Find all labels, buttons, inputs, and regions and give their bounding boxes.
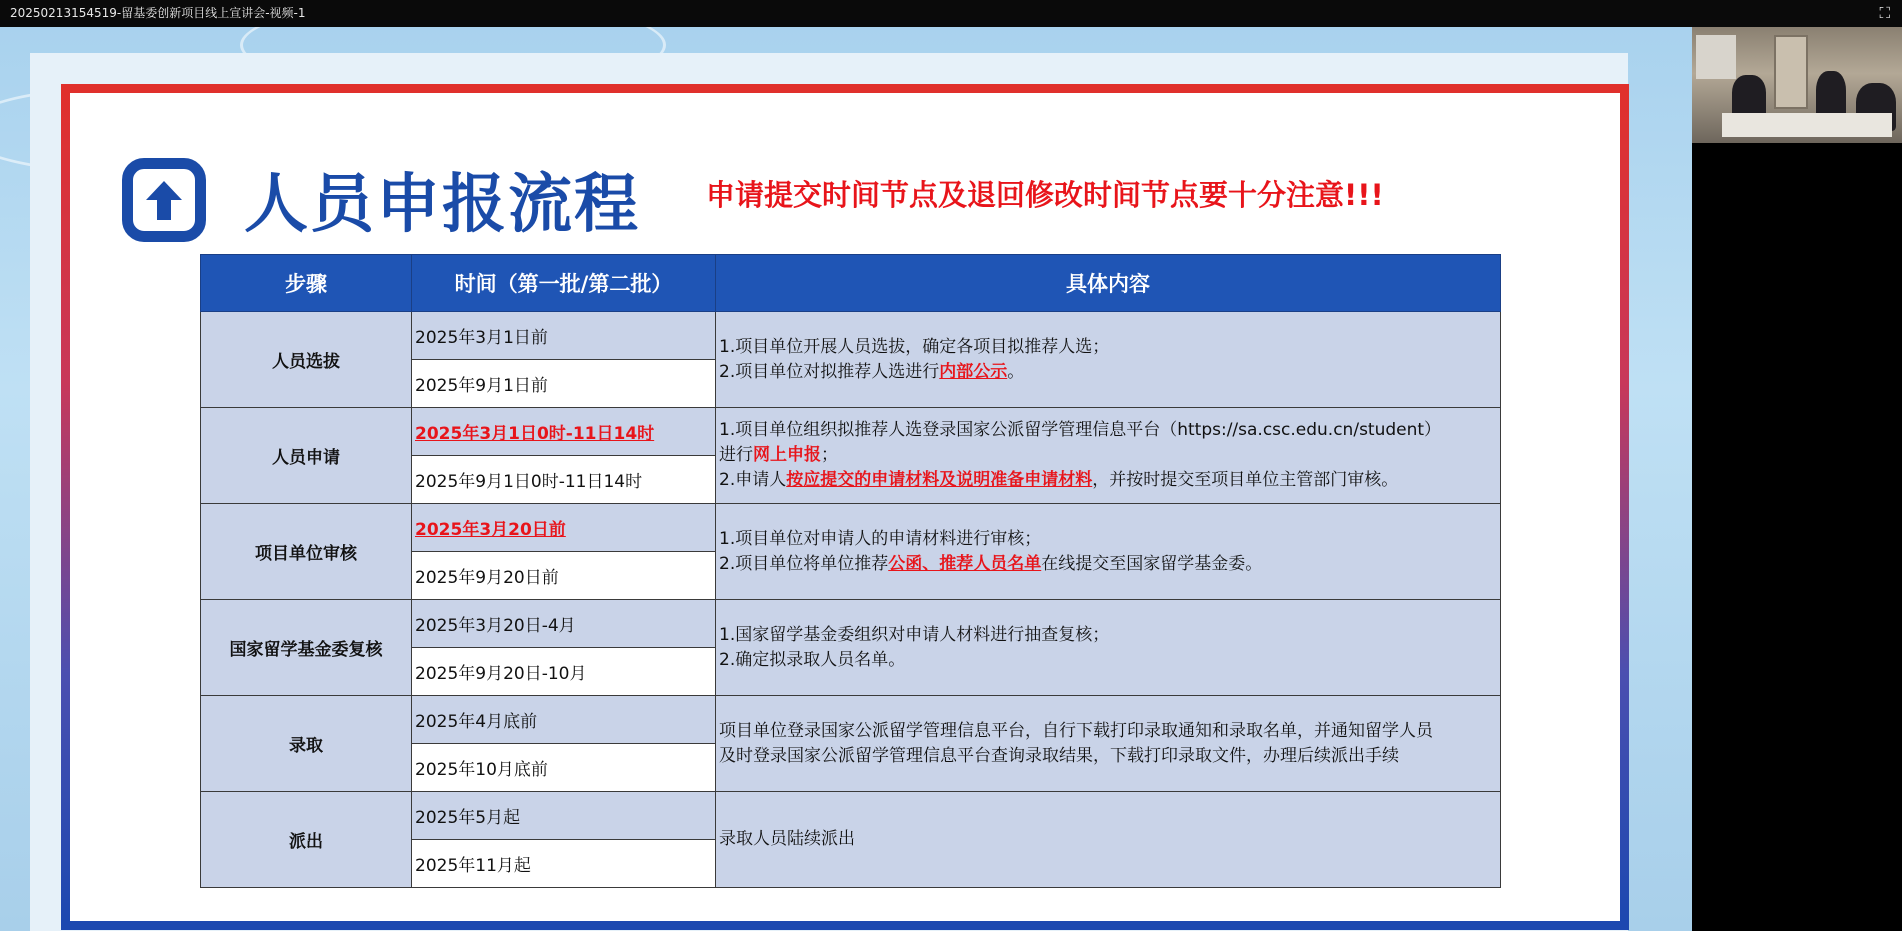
detail-line — [719, 468, 1500, 493]
step-cell: 录取 — [201, 696, 412, 792]
detail-text: 进行 — [719, 445, 753, 465]
table-row — [201, 312, 1501, 360]
table-row — [201, 696, 1501, 744]
time-batch2: 2025年9月1日0时-11日14时 — [412, 456, 716, 504]
table-row — [201, 504, 1501, 552]
detail-text: ； — [821, 445, 838, 465]
detail-line: 1.项目单位开展人员选拔，确定各项目拟推荐人选； — [719, 336, 1110, 357]
detail-highlight: 网上申报 — [753, 445, 821, 465]
header-time: 时间（第一批/第二批） — [412, 255, 716, 312]
detail-text: 2.项目单位对拟推荐人选进行 — [719, 361, 940, 382]
detail-line: 2.确定拟录取人员名单。 — [719, 649, 906, 670]
detail-line — [719, 552, 1500, 577]
detail-line — [719, 443, 1500, 468]
detail-line: 及时登录国家公派留学管理信息平台查询录取结果，下载打印录取文件，办理后续派出手续 — [719, 745, 1399, 766]
time-batch2: 2025年9月20日前 — [412, 552, 716, 600]
detail-cell — [716, 792, 1501, 888]
wall-calligraphy — [1696, 35, 1736, 79]
detail-highlight: 内部公示 — [939, 361, 1008, 382]
time-batch2: 2025年9月1日前 — [412, 360, 716, 408]
slide-stage — [0, 27, 1692, 931]
detail-line — [719, 360, 1500, 385]
meeting-table — [1722, 113, 1892, 137]
time-batch1: 2025年5月起 — [412, 792, 716, 840]
detail-text: 2.项目单位将单位推荐 — [719, 553, 889, 574]
detail-line: 项目单位登录国家公派留学管理信息平台，自行下载打印录取通知和录取名单，并通知留学人员 — [719, 720, 1433, 741]
time-batch2: 2025年11月起 — [412, 840, 716, 888]
time-batch1: 2025年3月1日前 — [412, 312, 716, 360]
step-cell: 派出 — [201, 792, 412, 888]
slide-frame — [61, 84, 1629, 930]
step-cell: 国家留学基金委复核 — [201, 600, 412, 696]
header-step: 步骤 — [201, 255, 412, 312]
sidebar-blank — [1692, 143, 1902, 931]
process-table — [200, 254, 1501, 888]
table-row — [201, 792, 1501, 840]
table-row — [201, 408, 1501, 456]
step-cell: 项目单位审核 — [201, 504, 412, 600]
person-silhouette — [1816, 71, 1846, 119]
time-batch1: 2025年3月20日前 — [412, 504, 716, 552]
table-header-row — [201, 255, 1501, 312]
detail-line: 录取人员陆续派出 — [719, 829, 855, 849]
detail-cell — [716, 696, 1501, 792]
detail-text: ，并按时提交至项目单位主管部门审核。 — [1092, 470, 1399, 490]
time-batch1: 2025年3月20日-4月 — [412, 600, 716, 648]
arrow-up-icon — [122, 158, 206, 242]
time-batch2: 2025年10月底前 — [412, 744, 716, 792]
detail-highlight: 公函、推荐人员名单 — [888, 553, 1042, 574]
window-titlebar — [0, 0, 1902, 27]
time-batch2: 2025年9月20日-10月 — [412, 648, 716, 696]
room-door — [1774, 35, 1808, 109]
time-batch1: 2025年4月底前 — [412, 696, 716, 744]
participant-video[interactable] — [1692, 27, 1902, 143]
detail-line: 1.国家留学基金委组织对申请人材料进行抽查复核； — [719, 624, 1110, 645]
detail-line: 1.项目单位组织拟推荐人选登录国家公派留学管理信息平台（https://sa.csc.edu.cn/student） — [719, 420, 1442, 440]
slide-title: 人员申报流程 — [244, 168, 640, 242]
detail-line: 1.项目单位对申请人的申请材料进行审核； — [719, 528, 1042, 549]
warning-text: 申请提交时间节点及退回修改时间节点要十分注意!!! — [706, 178, 1384, 212]
detail-cell — [716, 408, 1501, 504]
detail-cell — [716, 600, 1501, 696]
detail-cell — [716, 504, 1501, 600]
fullscreen-icon[interactable]: ⛶ — [1879, 4, 1890, 22]
detail-text: 。 — [1007, 361, 1025, 382]
step-cell: 人员申请 — [201, 408, 412, 504]
detail-text: 在线提交至国家留学基金委。 — [1041, 553, 1263, 574]
table-row — [201, 600, 1501, 648]
step-cell: 人员选拔 — [201, 312, 412, 408]
window-title: 20250213154519-留基委创新项目线上宣讲会-视频-1 — [10, 6, 306, 20]
header-detail: 具体内容 — [716, 255, 1501, 312]
detail-text: 2.申请人 — [719, 470, 787, 490]
time-batch1: 2025年3月1日0时-11日14时 — [412, 408, 716, 456]
detail-highlight: 按应提交的申请材料及说明准备申请材料 — [786, 470, 1093, 490]
detail-cell — [716, 312, 1501, 408]
